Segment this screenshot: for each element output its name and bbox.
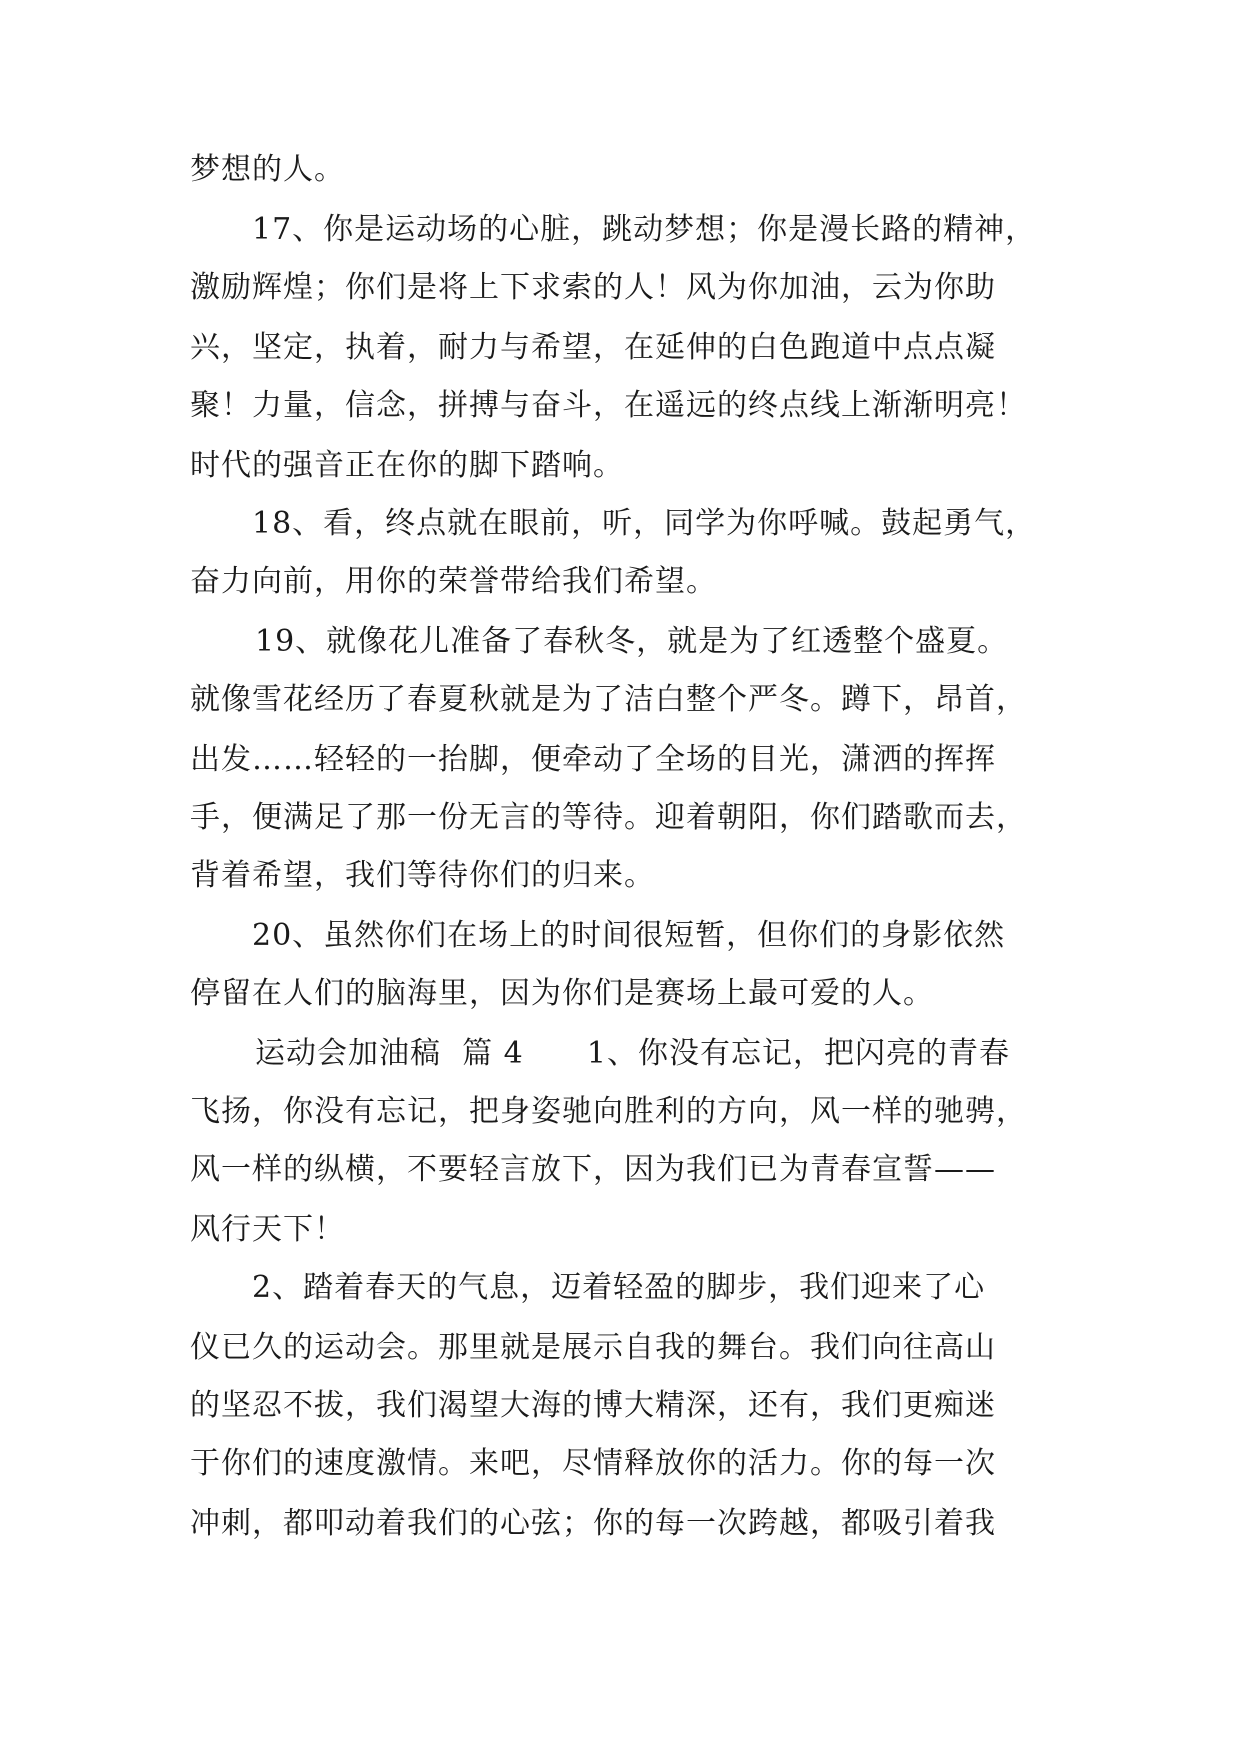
text-line: 奋力向前，用你的荣誉带给我们希望。 xyxy=(190,564,717,599)
section-heading-line: 运动会加油稿 篇 4 1、你没有忘记，把闪亮的青春 xyxy=(255,1036,1010,1071)
text-line: 17、你是运动场的心脏，跳动梦想；你是漫长路的精神， xyxy=(252,212,1037,247)
text-line: 停留在人们的脑海里，因为你们是赛场上最可爱的人。 xyxy=(190,976,934,1011)
text-line: 出发……轻轻的一抬脚，便牵动了全场的目光，潇洒的挥挥 xyxy=(190,742,996,777)
text-line: 聚！力量，信念，拼搏与奋斗，在遥远的终点线上渐渐明亮！ xyxy=(190,388,1027,423)
text-line: 风行天下！ xyxy=(190,1212,345,1247)
text-line: 18、看，终点就在眼前，听，同学为你呼喊。鼓起勇气， xyxy=(252,506,1037,541)
text-line: 冲刺，都叩动着我们的心弦；你的每一次跨越，都吸引着我 xyxy=(190,1506,996,1541)
text-line: 手，便满足了那一份无言的等待。迎着朝阳，你们踏歌而去， xyxy=(190,800,1027,835)
text-line: 风一样的纵横，不要轻言放下，因为我们已为青春宣誓—— xyxy=(190,1152,996,1187)
text-line: 时代的强音正在你的脚下踏响。 xyxy=(190,448,624,483)
text-line: 飞扬，你没有忘记，把身姿驰向胜利的方向，风一样的驰骋， xyxy=(190,1094,1027,1129)
text-line: 19、就像花儿准备了春秋冬，就是为了红透整个盛夏。 xyxy=(255,624,1009,659)
text-line: 激励辉煌；你们是将上下求索的人！风为你加油，云为你助 xyxy=(190,270,996,305)
text-line: 背着希望，我们等待你们的归来。 xyxy=(190,858,655,893)
text-line: 的坚忍不拔，我们渴望大海的博大精深，还有，我们更痴迷 xyxy=(190,1388,996,1423)
text-line: 梦想的人。 xyxy=(190,152,345,187)
text-line: 20、虽然你们在场上的时间很短暂，但你们的身影依然 xyxy=(252,918,1006,953)
text-line: 2、踏着春天的气息，迈着轻盈的脚步，我们迎来了心 xyxy=(252,1270,986,1305)
text-line: 就像雪花经历了春夏秋就是为了洁白整个严冬。蹲下，昂首， xyxy=(190,682,1027,717)
text-line: 仪已久的运动会。那里就是展示自我的舞台。我们向往高山 xyxy=(190,1330,996,1365)
text-line: 于你们的速度激情。来吧，尽情释放你的活力。你的每一次 xyxy=(190,1446,996,1481)
text-line: 兴，坚定，执着，耐力与希望，在延伸的白色跑道中点点凝 xyxy=(190,330,996,365)
